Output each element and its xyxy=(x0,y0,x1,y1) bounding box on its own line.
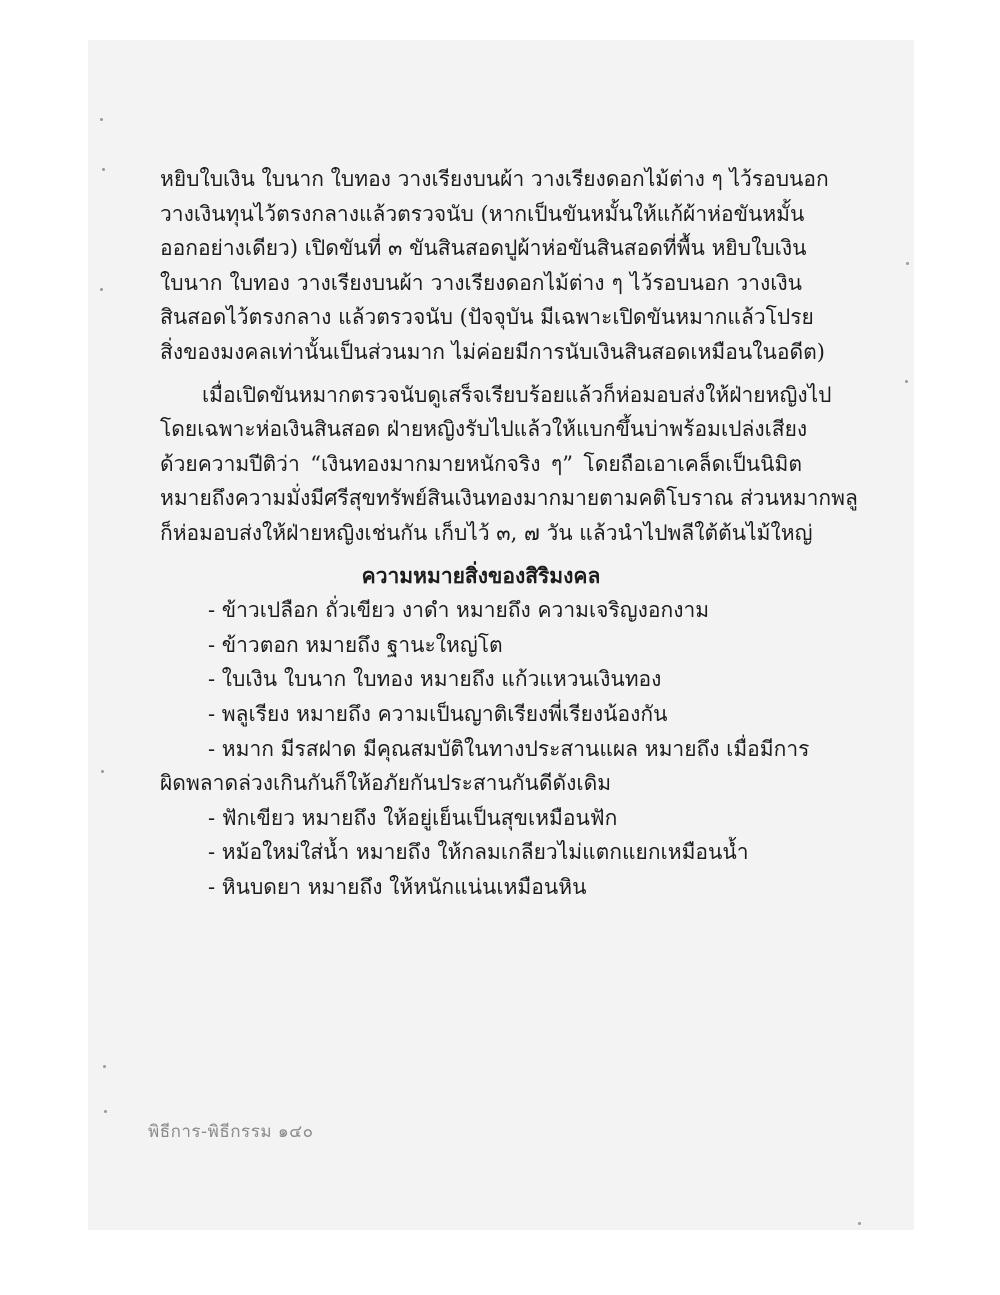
scan-speck xyxy=(102,168,105,171)
text-line: สิ่งของมงคลเท่านั้นเป็นส่วนมาก ไม่ค่อยมีการนับเงินสินสอดเหมือนในอดีต) xyxy=(160,339,825,364)
text-line: ก็ห่อมอบส่งให้ฝ่ายหญิงเช่นกัน เก็บไว้ ๓, ๗ วัน แล้วนำไปพลีใต้ต้นไม้ใหญ่ xyxy=(160,520,813,545)
text-line: หมายถึงความมั่งมีศรีสุขทรัพย์สินเงินทองมากมายตามคติโบราณ ส่วนหมากพลู xyxy=(160,486,858,511)
text-line: ด้วยความปีติว่า “เงินทองมากมายหนักจริง ๆ” โดยถือเอาเคล็ดเป็นนิมิต xyxy=(160,451,802,476)
list-item: - หม้อใหม่ใส่น้ำ หมายถึง ให้กลมเกลียวไม่แตกแยกเหมือนน้ำ xyxy=(208,840,749,865)
scan-speck xyxy=(905,380,908,383)
section-heading: ความหมายสิ่งของสิริมงคล xyxy=(361,562,601,588)
scan-speck xyxy=(103,1065,106,1068)
text-line: หยิบใบเงิน ใบนาก ใบทอง วางเรียงบนผ้า วางเรียงดอกไม้ต่าง ๆ ไว้รอบนอก xyxy=(160,167,829,191)
scan-speck xyxy=(858,1222,861,1225)
paragraph-handover xyxy=(160,378,858,551)
meaning-list xyxy=(160,593,810,904)
scan-speck xyxy=(100,288,103,291)
text-line: เมื่อเปิดขันหมากตรวจนับดูเสร็จเรียบร้อยแล้วก็ห่อมอบส่งให้ฝ่ายหญิงไป xyxy=(202,382,832,407)
list-item: - ฟักเขียว หมายถึง ให้อยู่เย็นเป็นสุขเหมือนฟัก xyxy=(208,805,618,830)
text-line: วางเงินทุนไว้ตรงกลางแล้วตรวจนับ (หากเป็นขันหมั้นให้แก้ผ้าห่อขันหมั้น xyxy=(160,201,805,226)
list-item: - พลูเรียง หมายถึง ความเป็นญาติเรียงพี่เรียงน้องกัน xyxy=(208,701,668,726)
page-footer: พิธีการ-พิธีกรรม ๑๔๐ xyxy=(148,1122,314,1142)
text-line: โดยเฉพาะห่อเงินสินสอด ฝ่ายหญิงรับไปแล้วให้แบกขึ้นบ่าพร้อมเปล่งเสียง xyxy=(160,417,808,442)
scan-speck xyxy=(906,262,909,265)
list-item: - ใบเงิน ใบนาก ใบทอง หมายถึง แก้วแหวนเงินทอง xyxy=(208,667,662,692)
text-line: ออกอย่างเดียว) เปิดขันที่ ๓ ขันสินสอดปูผ้าห่อขันสินสอดที่พื้น หยิบใบเงิน xyxy=(160,236,807,261)
text-line: สินสอดไว้ตรงกลาง แล้วตรวจนับ (ปัจจุบัน มีเฉพาะเปิดขันหมากแล้วโปรย xyxy=(160,305,814,330)
text-line: ใบนาก ใบทอง วางเรียงบนผ้า วางเรียงดอกไม้ต่าง ๆ ไว้รอบนอก วางเงิน xyxy=(160,270,802,295)
list-item: - ข้าวเปลือก ถั่วเขียว งาดำ หมายถึง ความเจริญงอกงาม xyxy=(208,598,710,623)
scan-speck xyxy=(100,118,103,121)
paragraph-continued xyxy=(160,162,829,370)
list-item: - หินบดยา หมายถึง ให้หนักแน่นเหมือนหิน xyxy=(208,874,587,899)
list-item: - หมาก มีรสฝาด มีคุณสมบัติในทางประสานแผล หมายถึง เมื่อมีการ xyxy=(208,736,810,761)
list-item-continuation: ผิดพลาดล่วงเกินกันก็ให้อภัยกันประสานกันดีดังเดิม xyxy=(160,771,612,796)
page-body xyxy=(160,162,858,904)
list-item: - ข้าวตอก หมายถึง ฐานะใหญ่โต xyxy=(208,632,503,657)
scan-speck xyxy=(101,770,104,773)
scan-speck xyxy=(104,1110,107,1113)
